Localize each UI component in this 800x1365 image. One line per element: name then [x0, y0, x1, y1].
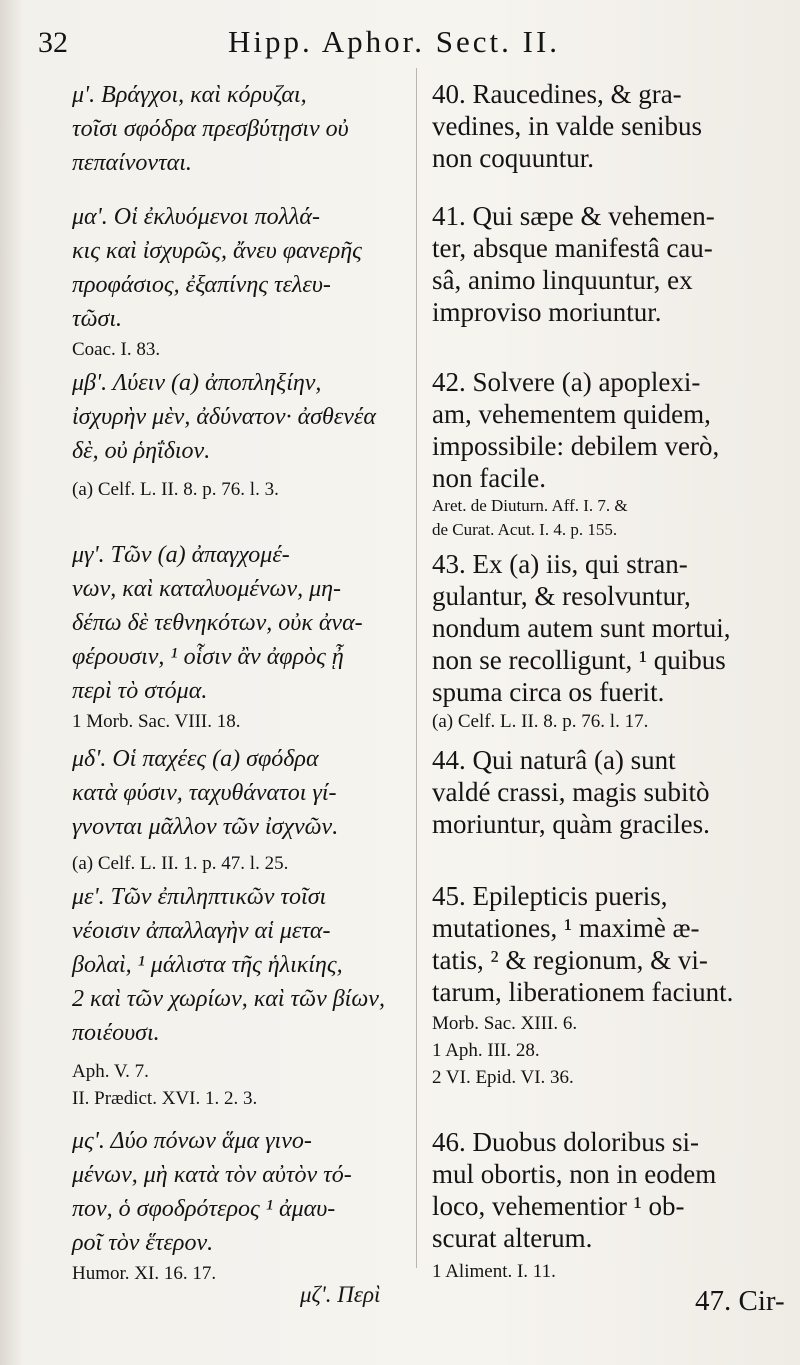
reference-line: de Curat. Acut. I. 4. p. 155.	[432, 520, 618, 539]
text-line: δέπω δὲ τεθνηκότων, οὐκ ἀνα-	[72, 610, 363, 636]
text-line: tarum, liberationem faciunt.	[432, 977, 734, 1007]
catchword-latin: 47. Cir-	[695, 1285, 785, 1317]
text-line: non se recolligunt, ¹ quibus	[432, 645, 726, 675]
text-line: am, vehementem quidem,	[432, 399, 711, 429]
text-line: improviso moriuntur.	[432, 297, 662, 327]
aphorism-45-greek	[72, 880, 408, 1050]
text-line: κατὰ φύσιν, ταχυθάνατοι γί-	[72, 780, 337, 806]
aphorism-43-latin	[432, 548, 790, 708]
text-line: φέρουσιν, ¹ οἷσιν ἂν ἀφρὸς ᾖ	[72, 644, 344, 670]
text-line: 42. Solvere (a) apoplexi-	[432, 367, 701, 397]
text-line: βολαὶ, ¹ μάλιστα τῆς ἡλικίης,	[72, 952, 343, 978]
reference-line: (a) Celf. L. II. 1. p. 47. l. 25.	[72, 853, 289, 874]
page-header	[38, 14, 780, 58]
aphorism-44-greek	[72, 742, 408, 844]
text-line: ροῖ τὸν ἕτερον.	[72, 1230, 214, 1256]
text-line: 41. Qui sæpe & vehemen-	[432, 201, 715, 231]
text-line: μβ'. Λύειν (a) ἀποπληξίην,	[72, 370, 322, 396]
reference-line: Aret. de Diuturn. Aff. I. 7. &	[432, 496, 628, 515]
aphorism-40-latin	[432, 78, 790, 174]
text-line: μ'. Βράγχοι, καὶ κόρυζαι,	[72, 82, 307, 108]
text-line: non facile.	[432, 463, 546, 493]
reference	[72, 708, 408, 735]
text-line: νων, καὶ καταλυομένων, μη-	[72, 576, 342, 602]
reference	[432, 1010, 790, 1091]
text-line: scurat alterum.	[432, 1223, 593, 1253]
reference	[72, 850, 408, 877]
aphorism-46-latin	[432, 1126, 790, 1254]
text-line: sâ, animo linquuntur, ex	[432, 265, 693, 295]
text-line: δὲ, οὐ ῥηΐδιον.	[72, 438, 211, 464]
reference-line: 1 Morb. Sac. VIII. 18.	[72, 711, 241, 732]
text-line: μγ'. Τῶν (a) ἀπαγχομέ-	[72, 542, 290, 568]
text-line: tatis, ² & regionum, & vi-	[432, 945, 708, 975]
text-line: κις καὶ ἰσχυρῶς, ἄνευ φανερῆς	[72, 238, 362, 264]
aphorism-45-latin	[432, 880, 790, 1008]
text-line: 44. Qui naturâ (a) sunt	[432, 745, 676, 775]
text-line: ἰσχυρὴν μὲν, ἀδύνατον· ἀσθενέα	[72, 404, 376, 430]
reference	[72, 476, 408, 503]
text-line: τοῖσι σφόδρα πρεσβύτῃσιν οὐ	[72, 116, 349, 142]
text-line: πεπαίνονται.	[72, 150, 192, 176]
aphorism-42-greek	[72, 366, 408, 468]
text-line: non coquuntur.	[432, 143, 594, 173]
aphorism-43-greek	[72, 538, 408, 708]
text-line: mutationes, ¹ maximè æ-	[432, 913, 700, 943]
text-line: 46. Duobus doloribus si-	[432, 1127, 700, 1157]
text-line: προφάσιος, ἐξαπίνης τελευ-	[72, 272, 331, 298]
text-line: με'. Τῶν ἐπιληπτικῶν τοῖσι	[72, 884, 327, 910]
reference	[72, 336, 408, 363]
page-number: 32	[38, 26, 68, 59]
text-line: loco, vehementior ¹ ob-	[432, 1191, 685, 1221]
text-line: gulantur, & resolvuntur,	[432, 581, 691, 611]
text-line: ter, absque manifestâ cau-	[432, 233, 713, 263]
aphorism-41-greek	[72, 200, 408, 336]
text-line: μδ'. Οἱ παχέες (a) σφόδρα	[72, 746, 319, 772]
text-line: τῶσι.	[72, 306, 123, 332]
aphorism-42-latin	[432, 366, 790, 494]
column-divider	[416, 68, 417, 1268]
reference-line: 1 Aliment. I. 11.	[432, 1261, 556, 1282]
catchword-greek: μζ'. Περὶ	[300, 1282, 381, 1307]
text-line: μα'. Οἱ ἐκλυόμενοι πολλά-	[72, 204, 320, 230]
aphorism-40-greek	[72, 78, 408, 180]
text-line: spuma circa os fuerit.	[432, 677, 665, 707]
reference	[432, 494, 790, 542]
text-line: 45. Epilepticis pueris,	[432, 881, 668, 911]
text-line: valdé crassi, magis subitò	[432, 777, 710, 807]
reference-line: Coac. I. 83.	[72, 339, 161, 360]
reference	[432, 1258, 790, 1285]
reference-line: 1 Aph. III. 28.	[432, 1040, 540, 1061]
reference-line: (a) Celf. L. II. 8. p. 76. l. 3.	[72, 479, 279, 500]
text-line: 2 καὶ τῶν χωρίων, καὶ τῶν βίων,	[72, 986, 385, 1012]
text-line: ποιέουσι.	[72, 1020, 160, 1046]
text-line: 43. Ex (a) iis, qui stran-	[432, 549, 688, 579]
reference	[72, 1058, 408, 1112]
reference-line: II. Prædict. XVI. 1. 2. 3.	[72, 1088, 258, 1109]
text-line: μς'. Δύο πόνων ἅμα γινο-	[72, 1128, 312, 1154]
reference	[432, 708, 790, 735]
text-line: nondum autem sunt mortui,	[432, 613, 731, 643]
reference-line: (a) Celf. L. II. 8. p. 76. l. 17.	[432, 711, 649, 732]
text-line: 40. Raucedines, & gra-	[432, 79, 682, 109]
text-line: γνονται μᾶλλον τῶν ἰσχνῶν.	[72, 814, 339, 840]
reference-line: Aph. V. 7.	[72, 1061, 149, 1082]
aphorism-41-latin	[432, 200, 790, 328]
text-line: πον, ὁ σφοδρότερος ¹ ἀμαυ-	[72, 1196, 336, 1222]
text-line: περὶ τὸ στόμα.	[72, 678, 208, 704]
text-line: νέοισιν ἀπαλλαγὴν αἱ μετα-	[72, 918, 331, 944]
text-line: impossibile: debilem verò,	[432, 431, 720, 461]
text-line: μένων, μὴ κατὰ τὸν αὐτὸν τό-	[72, 1162, 352, 1188]
reference-line: Humor. XI. 16. 17.	[72, 1263, 217, 1284]
aphorism-46-greek	[72, 1124, 408, 1260]
reference-line: 2 VI. Epid. VI. 36.	[432, 1067, 574, 1088]
reference-line: Morb. Sac. XIII. 6.	[432, 1013, 578, 1034]
text-line: vedines, in valde senibus	[432, 111, 702, 141]
text-line: mul obortis, non in eodem	[432, 1159, 717, 1189]
running-title: Hipp. Aphor. Sect. II.	[228, 24, 561, 59]
aphorism-44-latin	[432, 744, 790, 840]
text-line: moriuntur, quàm graciles.	[432, 809, 710, 839]
